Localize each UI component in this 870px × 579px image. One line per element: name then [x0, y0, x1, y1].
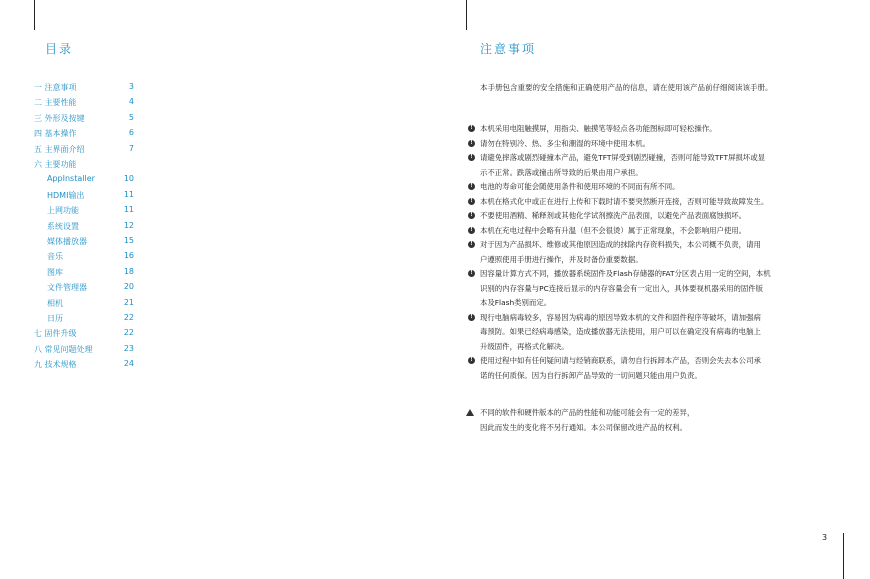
toc-entry-label: 上网功能: [47, 206, 79, 216]
precaution-item: [468, 137, 840, 152]
precaution-text-line: 电池的寿命可能会随使用条件和使用环境的不同而有所不同。: [480, 182, 680, 191]
toc-entry-page: 11: [123, 189, 134, 199]
toc-entry-label: 一 注意事项: [34, 83, 77, 92]
toc-entry[interactable]: [34, 282, 134, 296]
toc-title: 目录: [45, 42, 74, 56]
toc-entry-page: 6: [128, 128, 134, 138]
precaution-item: [468, 267, 840, 311]
precaution-text-line: 本机在格式化中或正在进行上传和下载时请不要突然断开连接，否则可能导致故障发生。: [480, 196, 769, 206]
toc-entry-label: AppInstaller: [47, 174, 95, 184]
exclamation-icon: !: [468, 314, 475, 321]
toc-entry-page: 10: [123, 174, 134, 184]
exclamation-icon: !: [468, 227, 475, 234]
precautions-list: [468, 122, 840, 383]
toc-entry-page: 12: [123, 220, 134, 230]
toc-entry-page: 18: [123, 266, 134, 276]
toc-entry-label: 四 基本操作: [34, 129, 77, 139]
toc-entry-label: 图库: [47, 267, 63, 277]
toc-entry-label: 五 主界面介绍: [34, 144, 85, 154]
precaution-text-line: 使用过程中如有任何疑问请与经销商联系，请勿自行拆卸本产品，否则会失去本公司承: [480, 356, 761, 365]
precaution-item: [468, 224, 840, 239]
precaution-text-line: 请避免摔落或剧烈碰撞本产品，避免TFT屏受到剧烈碰撞，否则可能导致TFT屏损坏或显: [480, 153, 765, 162]
toc-entry[interactable]: [34, 251, 134, 265]
exclamation-icon: !: [468, 154, 475, 161]
precaution-text-line: 毒预防。如果已经病毒感染，造成播放器无法使用，用户可以在确定没有病毒的电脑上: [480, 327, 761, 336]
exclamation-icon: !: [468, 212, 475, 219]
exclamation-icon: !: [468, 357, 475, 364]
toc-entry[interactable]: [34, 221, 134, 235]
toc-entry-page: 22: [123, 313, 134, 322]
warning-notice: [466, 406, 846, 435]
toc-entry[interactable]: [34, 128, 134, 142]
precaution-item: [468, 180, 840, 195]
exclamation-icon: !: [468, 241, 475, 248]
warning-icon: [466, 409, 474, 416]
precaution-text-line: 本机采用电阻触摸屏，用指尖、触摸笔等轻点各功能图标即可轻松操作。: [480, 124, 717, 133]
toc-entry[interactable]: [34, 298, 134, 312]
toc-entry[interactable]: [34, 159, 134, 173]
toc-entry[interactable]: [34, 144, 134, 158]
toc-entry[interactable]: [34, 328, 134, 342]
toc-entry-page: 16: [123, 251, 134, 261]
precaution-text-line: 请勿在特别冷、热、多尘和潮湿的环境中使用本机。: [480, 138, 650, 148]
precaution-text-line: 不要使用酒精、稀释剂或其他化学试剂擦洗产品表面，以避免产品表面腐蚀损坏。: [480, 211, 747, 220]
center-margin-line: [466, 0, 467, 30]
precaution-text-line: 示不正常。跌落或撞击所导致的后果由用户承担。: [480, 167, 643, 177]
precaution-item: [468, 122, 840, 137]
toc-entry-label: 六 主要功能: [34, 160, 77, 169]
toc-entry-page: 4: [128, 97, 134, 107]
toc-entry-page: 22: [123, 328, 134, 338]
toc-entry[interactable]: [34, 313, 134, 327]
toc-entry-page: 15: [123, 236, 134, 245]
precaution-item: [468, 151, 840, 180]
toc-entry-label: 媒体播放器: [47, 237, 87, 246]
toc-entry-page: 24: [123, 359, 134, 369]
precaution-text-line: 诺的任何质保。因为自行拆卸产品导致的一切问题只能由用户负责。: [480, 370, 702, 380]
toc-entry-label: 系统设置: [47, 221, 79, 231]
toc-entry-label: 三 外形及按键: [34, 113, 85, 123]
toc-entry[interactable]: [34, 190, 134, 204]
toc-entry[interactable]: [34, 267, 134, 281]
toc-entry-label: 七 固件升级: [34, 329, 77, 339]
precaution-text-line: 因容量计算方式不同，播放器系统固件及Flash存储器的FAT分区表占用一定的空间，本机: [480, 269, 771, 278]
toc-entry-label: 相机: [47, 298, 63, 308]
notes-title: 注意事项: [480, 42, 537, 56]
toc-entry-label: 二 主要性能: [34, 98, 77, 108]
intro-text: 本手册包含重要的安全措施和正确使用产品的信息，请在使用该产品前仔细阅读该手册。: [480, 83, 773, 92]
toc-entry[interactable]: [34, 344, 134, 358]
toc-entry-page: 3: [128, 82, 134, 91]
warning-text-line: 因此而发生的变化将不另行通知。本公司保留改进产品的权利。: [480, 422, 687, 432]
bottom-right-margin-line: [843, 533, 844, 579]
precaution-item: [468, 238, 840, 267]
toc-entry[interactable]: [34, 205, 134, 219]
toc-entry-page: 21: [123, 297, 134, 307]
toc-entry-label: HDMI输出: [47, 190, 85, 200]
toc-entry-label: 九 技术规格: [34, 360, 77, 370]
exclamation-icon: !: [468, 198, 475, 205]
page-number: 3: [822, 533, 828, 542]
precaution-text-line: 户遵照使用手册进行操作，并及时备份重要数据。: [480, 254, 643, 264]
toc-entry-label: 音乐: [47, 252, 63, 262]
precaution-text-line: 识别的内存容量与PC连接后显示的内存容量会有一定出入，具体要视机器采用的固件版: [480, 283, 764, 293]
precaution-text-line: 本机在充电过程中会略有升温（但不会很烫）属于正常现象，不会影响用户使用。: [480, 225, 747, 235]
exclamation-icon: !: [468, 140, 475, 147]
toc-entry[interactable]: [34, 174, 134, 188]
toc-entry[interactable]: [34, 97, 134, 111]
toc-entry[interactable]: [34, 236, 134, 250]
precaution-item: [468, 354, 840, 383]
exclamation-icon: !: [468, 125, 475, 132]
warning-text-line: 不同的软件和硬件版本的产品的性能和功能可能会有一定的差异，: [480, 408, 695, 417]
precaution-item: [468, 311, 840, 355]
precaution-text-line: 升级固件，再格式化解决。: [480, 341, 569, 351]
toc-entry-page: 7: [128, 143, 134, 153]
precaution-text-line: 对于因为产品损坏、维修或其他原因造成的抹除内存资料损失，本公司概不负责，请用: [480, 240, 761, 249]
precaution-text-line: 本及Flash类别而定。: [480, 298, 552, 307]
toc-entry-label: 文件管理器: [47, 283, 87, 293]
toc-entry[interactable]: [34, 113, 134, 127]
precaution-text-line: 现行电脑病毒较多，容易因为病毒的原因导致本机的文件和固件程序等破坏，请加强病: [480, 312, 761, 322]
left-margin-line: [34, 0, 35, 30]
exclamation-icon: !: [468, 270, 475, 277]
toc-entry-label: 八 常见问题处理: [34, 344, 93, 354]
toc-entry[interactable]: [34, 359, 134, 373]
exclamation-icon: !: [468, 183, 475, 190]
precaution-item: [468, 195, 840, 210]
toc-entry-page: 23: [123, 343, 134, 353]
precaution-item: [468, 209, 840, 224]
toc-entry-page: 11: [123, 205, 134, 215]
toc-entry-label: 日历: [47, 314, 63, 323]
toc-entry-page: 5: [128, 112, 134, 122]
toc-entry[interactable]: [34, 82, 134, 96]
toc-entry-page: 20: [123, 282, 134, 292]
warning-text: [466, 406, 846, 435]
